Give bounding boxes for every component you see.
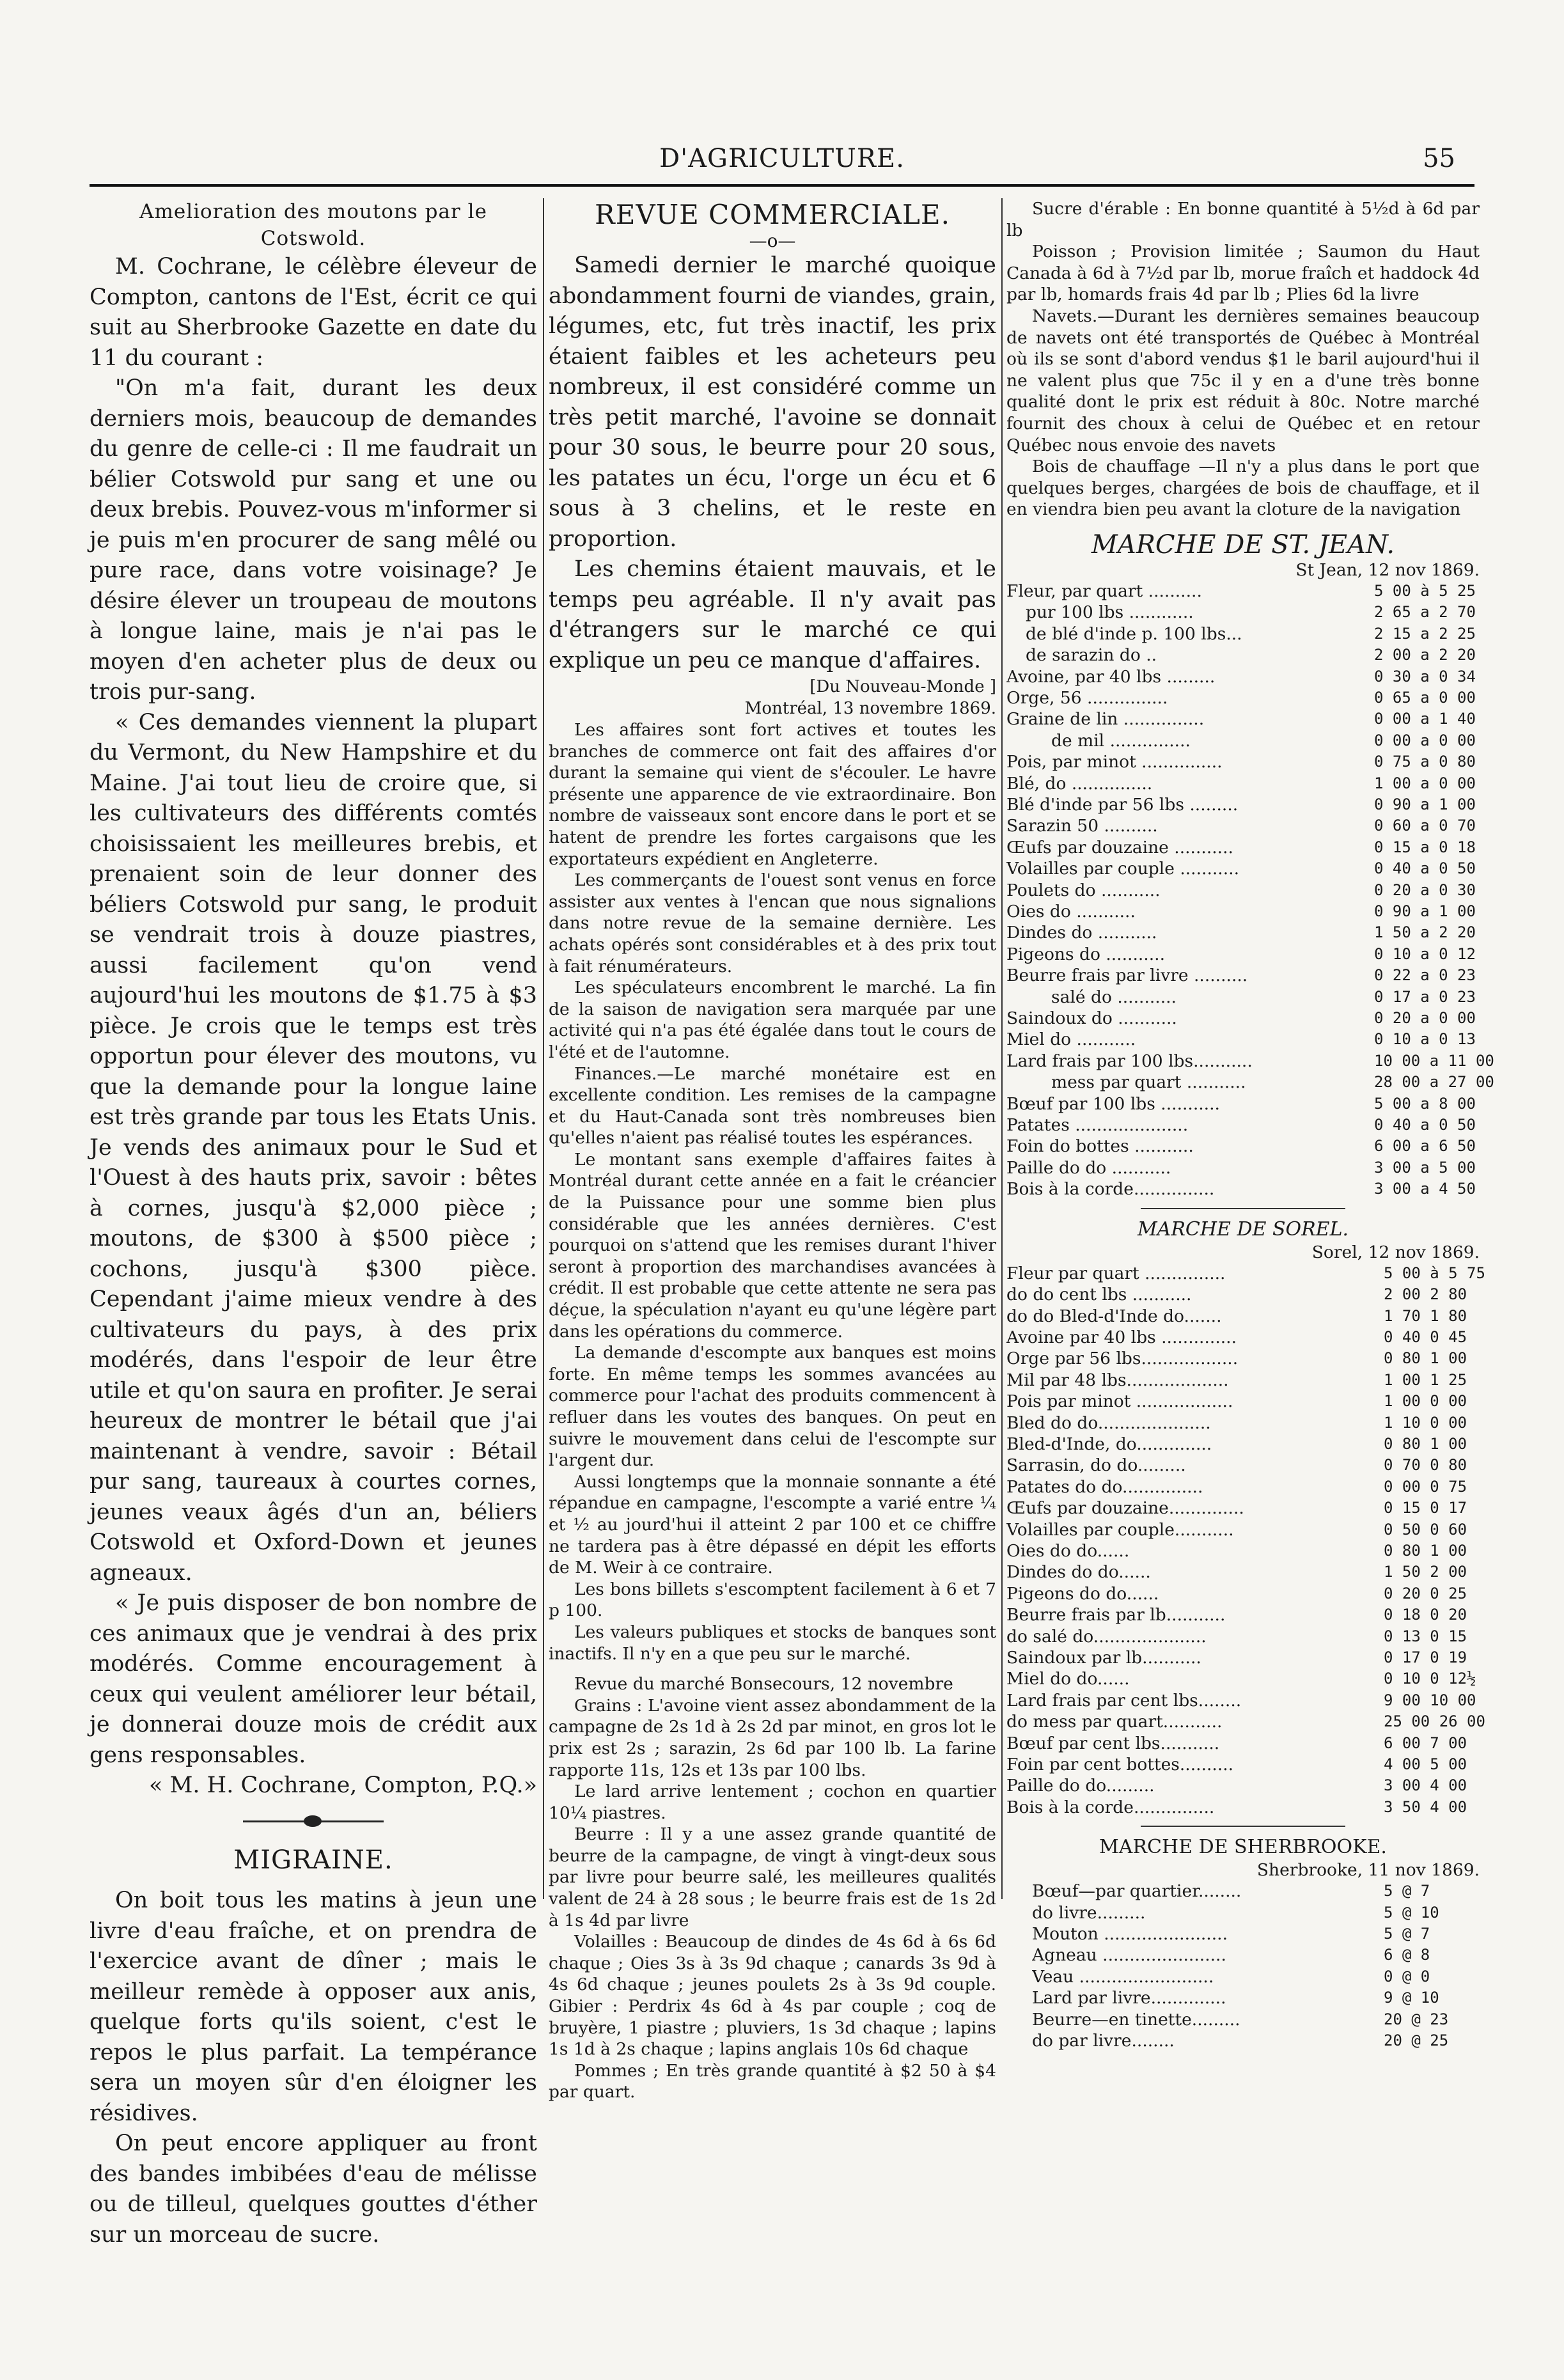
price-row (1006, 1051, 1494, 1072)
paragraph: Beurre : Il y a une assez grande quantité de beurre de la campagne, de vingt à vingt-deux sous par livre pour beurre salé, les meilleures qualités valent de 24 à 28 sous ; le beurre frais est de 1s 2d à 1s 4d par livre (549, 1824, 996, 1930)
price-item-value: 0 40 a 0 50 (1374, 859, 1476, 878)
price-item-label: Orge, 56 ............... (1006, 687, 1168, 708)
subheading-bonsecours: Revue du marché Bonsecours, 12 novembre (574, 1674, 953, 1695)
price-item-value: 0 13 0 15 (1384, 1627, 1467, 1645)
price-item-label: Sarazin 50 .......... (1006, 816, 1158, 836)
paragraph: La demande d'escompte aux banques est moins forte. En même temps les sommes avancées au commerce pour l'achat des produits commencent à refluer dans les voutes des banques. On peut en suivre le mouvement dans celui de l'escompte sur l'argent dur. (549, 1343, 996, 1471)
price-item-label: Foin par cent bottes.......... (1006, 1755, 1234, 1775)
paragraph: Les valeurs publiques et stocks de banques sont inactifs. Il n'y en a que peu sur le marché. (549, 1622, 996, 1664)
price-item-value: 0 90 a 1 00 (1374, 902, 1476, 920)
price-item-value: 5 @ 7 (1384, 1925, 1430, 1943)
price-item-label: Oies do do...... (1006, 1540, 1130, 1561)
column-middle (549, 198, 996, 2103)
price-item-value: 5 00 a 8 00 (1374, 1094, 1476, 1113)
price-row (1006, 1029, 1480, 1050)
price-row (1006, 1775, 1480, 1796)
paragraph: Les bons billets s'escomptent facilement à 6 et 7 p 100. (549, 1579, 996, 1621)
price-item-label: Avoine, par 40 lbs ......... (1006, 666, 1216, 687)
price-item-value: 0 80 1 00 (1384, 1434, 1467, 1453)
price-item-label: do do Bled-d'Inde do....... (1006, 1306, 1222, 1326)
price-item-label: Foin do bottes ........... (1006, 1136, 1194, 1157)
price-item-label: Pigeons do ........... (1006, 944, 1165, 964)
article-heading-revue: REVUE COMMERCIALE. (595, 199, 950, 230)
price-item-label: de sarazin do .. (1026, 645, 1157, 666)
price-item-value: 0 18 0 20 (1384, 1606, 1467, 1624)
price-item-label: mess par quart ........... (1051, 1072, 1246, 1093)
price-row (1006, 965, 1480, 986)
price-item-value: 1 00 a 0 00 (1374, 774, 1476, 792)
price-row (1006, 1711, 1485, 1732)
price-row (1006, 1434, 1480, 1455)
price-item-label: Bled-d'Inde, do.............. (1006, 1434, 1212, 1454)
price-item-value: 1 50 2 00 (1384, 1563, 1467, 1581)
running-title: D'AGRICULTURE. (659, 144, 905, 173)
price-item-label: Miel do do...... (1006, 1669, 1130, 1689)
paragraph: Poisson ; Provision limitée ; Saumon du Haut Canada à 6d à 7½d par lb, morue fraîch et haddock 4d par lb, homards frais 4d par lb ; Plies 6d la livre (1006, 242, 1480, 305)
price-row (1006, 1476, 1480, 1498)
price-row (1006, 1008, 1480, 1029)
price-item-value: 9 00 10 00 (1384, 1691, 1476, 1709)
price-item-label: Patates do do............... (1006, 1476, 1203, 1497)
price-row (1006, 1413, 1480, 1434)
price-item-label: Saindoux do ........... (1006, 1008, 1177, 1029)
price-item-value: 10 00 a 11 00 (1374, 1051, 1494, 1070)
price-item-label: Sarrasin, do do......... (1006, 1455, 1186, 1476)
market-heading-sherbrooke: MARCHE DE SHERBROOKE. (1099, 1836, 1387, 1859)
price-item-value: 0 10 a 0 12 (1374, 944, 1476, 963)
price-item-value: 6 00 7 00 (1384, 1734, 1467, 1752)
price-item-value: 3 00 a 5 00 (1374, 1158, 1476, 1177)
price-item-value: 5 @ 10 (1384, 1903, 1439, 1922)
paragraph: On boit tous les matins à jeun une livre d'eau fraîche, et on prendra de l'exercice avant de dîner ; mais le meilleur remède à opposer aux anis, quelque forts qu'ils soient, c'est le repos le plus parfait. La tempérance sera un moyen sûr d'en éloigner les résidives. (90, 1888, 537, 2126)
price-row (1006, 1583, 1480, 1604)
price-row (1006, 1797, 1480, 1818)
price-item-value: 0 20 a 0 00 (1374, 1009, 1476, 1028)
price-row (1006, 1455, 1480, 1476)
price-item-value: 0 75 a 0 80 (1374, 753, 1476, 771)
price-item-value: 4 00 5 00 (1384, 1755, 1467, 1774)
price-row (1006, 1284, 1480, 1305)
price-item-value: 0 15 0 17 (1384, 1499, 1467, 1517)
paragraph: Sucre d'érable : En bonne quantité à 5½d à 6d par lb (1006, 199, 1480, 240)
price-item-label: Blé d'inde par 56 lbs ......... (1006, 794, 1239, 815)
article-heading-moutons: Amelioration des moutons par le Cotswold. (139, 200, 487, 250)
price-row (1006, 1157, 1480, 1178)
dateline: Montréal, 13 novembre 1869. (744, 699, 996, 718)
paragraph: Les commerçants de l'ouest sont venus en force assister aux ventes à l'encan que nous signalions dans notre revue de la semaine dernière. Les achats opérés sont considérables et à des prix tout à fait rénumérateurs. (549, 870, 996, 976)
price-row (1006, 1306, 1480, 1327)
price-item-value: 0 17 a 0 23 (1374, 987, 1476, 1006)
price-item-value: 2 65 a 2 70 (1374, 603, 1476, 622)
price-row (1006, 1754, 1480, 1775)
paragraph: Finances.—Le marché monétaire est en excellente condition. Les remises de la campagne et du Haut-Canada sont très nombreuses bien qu'elles n'aient pas réalisé toutes les espérances. (549, 1063, 996, 1148)
price-item-label: Mouton ....................... (1032, 1924, 1228, 1945)
separator: —o— (749, 230, 796, 251)
paragraph: Le lard arrive lentement ; cochon en quartier 10¼ piastres. (549, 1781, 996, 1823)
page-number: 55 (1423, 144, 1455, 173)
price-item-value: 2 00 a 2 20 (1374, 646, 1476, 664)
price-table-sherbrooke (1032, 1881, 1480, 2051)
price-row (1006, 1690, 1480, 1711)
price-item-label: Lard frais par cent lbs........ (1006, 1690, 1242, 1711)
source-credit: [Du Nouveau-Monde ] (809, 677, 996, 696)
column-right (1006, 198, 1494, 2052)
market-date: St Jean, 12 nov 1869. (1295, 560, 1480, 580)
price-row (1032, 2009, 1480, 2030)
price-row (1006, 1072, 1494, 1093)
price-item-label: Dindes do ........... (1006, 923, 1157, 943)
price-row (1006, 1115, 1480, 1136)
price-row (1006, 1519, 1480, 1540)
price-row (1006, 1370, 1480, 1391)
price-item-label: Bœuf par cent lbs........... (1006, 1733, 1220, 1753)
price-row (1032, 1966, 1480, 1987)
price-item-label: Blé, do ............... (1006, 773, 1153, 794)
price-item-value: 0 65 a 0 00 (1374, 688, 1476, 707)
price-item-value: 1 00 0 00 (1384, 1392, 1467, 1411)
market-date: Sorel, 12 nov 1869. (1311, 1242, 1480, 1262)
price-item-value: 0 00 a 0 00 (1374, 731, 1476, 749)
price-row (1032, 1987, 1480, 2008)
price-row (1006, 1093, 1480, 1115)
price-item-value: 28 00 a 27 00 (1374, 1073, 1494, 1092)
paragraph: « Je puis disposer de bon nombre de ces animaux que je vendrai à des prix modérés. Comme encouragement à ceux qui veulent améliorer leur bétail, je donnerai douze mois de crédit aux gens responsables. (90, 1590, 537, 1768)
divider (1141, 1208, 1345, 1209)
price-item-label: Beurre frais par livre .......... (1006, 966, 1248, 986)
price-row (1006, 922, 1480, 943)
price-row (1006, 858, 1480, 879)
price-row (1006, 1647, 1480, 1668)
price-item-label: de mil ............... (1051, 730, 1191, 751)
price-item-label: Pois par minot .................. (1006, 1391, 1233, 1412)
price-item-value: 2 15 a 2 25 (1374, 624, 1476, 643)
price-item-label: Mil par 48 lbs................... (1006, 1370, 1229, 1390)
price-row (1006, 666, 1480, 687)
price-item-label: Œufs par douzaine.............. (1006, 1498, 1244, 1519)
paragraph: M. Cochrane, le célèbre éleveur de Compton, cantons de l'Est, écrit ce qui suit au Sherbrooke Gazette en date du 11 du courant : (90, 254, 537, 371)
price-item-label: Avoine par 40 lbs .............. (1006, 1327, 1237, 1347)
price-item-value: 0 15 a 0 18 (1374, 838, 1476, 856)
price-row (1006, 687, 1480, 709)
price-row (1006, 709, 1480, 730)
price-row (1006, 730, 1480, 751)
price-item-value: 0 60 a 0 70 (1374, 817, 1476, 835)
price-row (1006, 1668, 1480, 1689)
price-row (1006, 623, 1480, 645)
price-item-label: Bœuf—par quartier........ (1032, 1881, 1242, 1902)
price-item-label: do do cent lbs ........... (1006, 1285, 1192, 1305)
price-row (1006, 1498, 1480, 1519)
price-row (1006, 837, 1480, 858)
price-item-label: Paille do do ........... (1006, 1157, 1171, 1178)
paragraph: Pommes ; En très grande quantité à $2 50 à $4 par quart. (549, 2060, 996, 2102)
paragraph: "On m'a fait, durant les deux derniers mois, beaucoup de demandes du genre de celle-ci : Il me faudrait un bélier Cotswold pur sang et une ou deux brebis. Pouvez-vous m'informer si je puis m'en procurer de sang mêlé ou pure race, dans votre voisinage? Je désire élever un troupeau de moutons à longue laine, mais je n'ai pas le moyen d'en acheter plus de deux ou trois pur-sang. (90, 375, 537, 705)
paragraph: Bois de chauffage —Il n'y a plus dans le port que quelques berges, chargées de bois de chauffage, et il en viendra bien peu avant la cloture de la navigation (1006, 457, 1480, 520)
price-item-value: 3 00 4 00 (1384, 1776, 1467, 1795)
market-heading-stjean: MARCHE DE ST. JEAN. (1091, 529, 1395, 560)
price-item-label: Beurre—en tinette......... (1032, 2009, 1240, 2030)
price-row (1006, 1178, 1480, 1200)
price-item-value: 2 00 2 80 (1384, 1285, 1467, 1304)
paragraph: Les chemins étaient mauvais, et le temps peu agréable. Il n'y avait pas d'étrangers sur le marché ce qui explique un peu ce manque d'affaires. (549, 556, 996, 673)
price-item-label: Pois, par minot ............... (1006, 752, 1223, 772)
price-item-label: Dindes do do...... (1006, 1562, 1151, 1583)
price-item-value: 20 @ 23 (1384, 2010, 1449, 2028)
price-item-value: 0 90 a 1 00 (1374, 795, 1476, 813)
price-row (1006, 944, 1480, 965)
price-row (1006, 794, 1480, 815)
price-item-label: Fleur, par quart .......... (1006, 581, 1202, 601)
paragraph: Les spéculateurs encombrent le marché. La fin de la saison de navigation sera marquée par une activité qui n'a pas été égalée dans tout le cours de l'été et de l'automne. (549, 978, 996, 1062)
price-item-value: 1 00 1 25 (1384, 1370, 1467, 1389)
price-item-value: 0 80 1 00 (1384, 1541, 1467, 1560)
price-item-label: do par livre........ (1032, 2031, 1175, 2051)
price-item-label: Agneau ....................... (1032, 1945, 1226, 1966)
paragraph: Navets.—Durant les dernières semaines beaucoup de navets ont été transportés de Québec à Montréal où ils se sont d'abord vendus $1 le baril aujourd'hui il ne valent plus que 75c il y en a d'une très bonne qualité dont le prix est réduit à 80c. Notre marché fournit des choux à celui de Québec et en retour Québec nous envoie des navets (1006, 306, 1480, 455)
price-item-label: Fleur par quart ............... (1006, 1263, 1226, 1283)
price-item-label: Volailles par couple ........... (1006, 859, 1239, 879)
divider (1141, 1826, 1345, 1827)
paragraph: Samedi dernier le marché quoique abondamment fourni de viandes, grain, légumes, etc, fut très inactif, les prix étaient faibles et les acheteurs peu nombreux, il est considéré comme un très petit marché, l'avoine se donnait pour 30 sous, le beurre pour 20 sous, les patates un écu, l'orge un écu et 6 sous à 3 chelins, et le reste en proportion. (549, 253, 996, 552)
price-row (1006, 1626, 1480, 1647)
column-divider (1001, 198, 1003, 1899)
price-item-label: do livre......... (1032, 1902, 1146, 1923)
price-item-label: do mess par quart........... (1006, 1712, 1223, 1732)
price-row (1006, 1733, 1480, 1754)
price-item-value: 0 40 0 45 (1384, 1327, 1467, 1346)
price-row (1006, 1263, 1485, 1284)
price-item-value: 3 50 4 00 (1384, 1797, 1467, 1816)
article-heading-migraine: MIGRAINE. (233, 1845, 393, 1875)
paragraph: « Ces demandes viennent la plupart du Vermont, du New Hampshire et du Maine. J'ai tout lieu de croire que, si les cultivateurs des différents comtés choisissaient les meilleures brebis, et prenaient soin de leur donner des béliers Cotswold pur sang, le produit se vendrait trois à douze piastres, aussi facilement qu'on vend aujourd'hui les moutons de $1.75 à $3 pièce. Je crois que le temps est très opportun pour élever des moutons, vu que la demande pour la longue laine est très grande par tous les Etats Unis. Je vends des animaux pour le Sud et l'Ouest à des hauts prix, savoir : bêtes à cornes, jusqu'à $2,000 pièce ; moutons, de $300 à $500 pièce ; cochons, jusqu'à $300 pièce. Cependant j'aime mieux vendre à des cultivateurs du pays, à des prix modérés, dans l'espoir de leur être utile et qu'on saura en profiter. Je serai heureux de montrer le bétail que j'ai maintenant à vendre, savoir : Bétail pur sang, taureaux à courtes cornes, jeunes veaux âgés d'un an, béliers Cotswold et Oxford-Down et jeunes agneaux. (90, 709, 537, 1586)
price-item-label: de blé d'inde p. 100 lbs... (1026, 623, 1242, 644)
price-row (1006, 581, 1480, 602)
price-item-value: 0 22 a 0 23 (1374, 966, 1476, 985)
price-table-stjean (1006, 581, 1494, 1200)
column-left (90, 198, 537, 2250)
price-item-label: Paille do do......... (1006, 1776, 1155, 1796)
price-item-label: Bled do do..................... (1006, 1413, 1211, 1433)
price-item-value: 0 40 a 0 50 (1374, 1116, 1476, 1134)
price-item-label: Miel do ........... (1006, 1030, 1136, 1050)
price-item-label: do salé do..................... (1006, 1626, 1207, 1647)
price-row (1006, 1391, 1480, 1412)
price-item-value: 1 70 1 80 (1384, 1306, 1467, 1325)
price-item-value: 0 70 0 80 (1384, 1456, 1467, 1475)
header-rule (90, 184, 1474, 187)
price-item-value: 6 @ 8 (1384, 1946, 1430, 1964)
price-row (1006, 1348, 1480, 1369)
price-table-sorel (1006, 1263, 1485, 1819)
paragraph: On peut encore appliquer au front des bandes imbibées d'eau de mélisse ou de tilleul, quelques gouttes d'éther sur un morceau de sucre. (90, 2131, 537, 2248)
price-item-label: Patates ..................... (1006, 1115, 1189, 1136)
price-item-value: 9 @ 10 (1384, 1989, 1439, 2007)
column-divider (543, 198, 544, 1899)
price-item-label: salé do ........... (1051, 987, 1177, 1007)
price-row (1006, 815, 1480, 836)
price-item-value: 0 20 0 25 (1384, 1584, 1467, 1602)
price-item-value: 0 00 a 1 40 (1374, 710, 1476, 728)
price-item-value: 25 00 26 00 (1384, 1712, 1485, 1731)
price-row (1032, 1945, 1480, 1966)
price-item-value: 5 00 à 5 75 (1384, 1264, 1485, 1282)
price-item-label: Volailles par couple........... (1006, 1519, 1234, 1540)
paragraph: Les affaires sont fort actives et toutes les branches de commerce ont fait des affaires d'or durant la semaine qui vient de s'écouler. Le havre présente une apparence de vie extraordinaire. Bon nombre de vaisseaux sont encore dans le port et se hatent de prendre les fortes cargaisons que les exportateurs expédient en Angleterre. (549, 720, 996, 869)
price-item-value: 20 @ 25 (1384, 2032, 1449, 2050)
market-date: Sherbrooke, 11 nov 1869. (1256, 1860, 1480, 1881)
price-item-label: Œufs par douzaine ........... (1006, 837, 1233, 857)
price-item-label: pur 100 lbs ............ (1026, 602, 1194, 623)
price-row (1006, 751, 1480, 772)
price-item-value: 0 00 0 75 (1384, 1477, 1467, 1496)
price-item-label: Lard frais par 100 lbs........... (1006, 1051, 1253, 1071)
price-item-label: Orge par 56 lbs.................. (1006, 1349, 1239, 1369)
price-row (1032, 1902, 1480, 1923)
price-row (1006, 1540, 1480, 1562)
price-row (1006, 645, 1480, 666)
price-item-label: Pigeons do do...... (1006, 1583, 1159, 1604)
paragraph: Volailles : Beaucoup de dindes de 4s 6d à 6s 6d chaque ; Oies 3s à 3s 9d chaque ; canards 3s 9d à 4s 6d chaque ; jeunes poulets 2s à 3s 9d couple. Gibier : Perdrix 4s 6d à 4s par couple ; coq de bruyère, 1 piastre ; pluviers, 1s 3d chaque ; lapins 1s 1d à 2s chaque ; lapins anglais 10s 6d chaque (549, 1932, 996, 2060)
price-item-value: 3 00 a 4 50 (1374, 1180, 1476, 1198)
price-row (1006, 602, 1480, 623)
price-row (1006, 880, 1480, 901)
price-item-label: Bois à la corde............... (1006, 1179, 1215, 1200)
price-item-value: 1 50 a 2 20 (1374, 923, 1476, 942)
price-item-label: Bois à la corde............... (1006, 1797, 1215, 1817)
signature: « M. H. Cochrane, Compton, P.Q.» (149, 1773, 537, 1798)
price-item-value: 0 10 a 0 13 (1374, 1030, 1476, 1049)
price-row (1032, 1923, 1480, 1945)
price-item-value: 0 10 0 12½ (1384, 1670, 1476, 1688)
price-row (1006, 1604, 1480, 1625)
price-item-value: 0 80 1 00 (1384, 1349, 1467, 1368)
price-row (1032, 1881, 1480, 1902)
page-header (90, 144, 1474, 195)
ornament-divider (90, 1809, 537, 1835)
price-item-label: Veau ......................... (1032, 1966, 1214, 1987)
price-item-value: 5 @ 7 (1384, 1882, 1430, 1900)
price-item-value: 0 20 a 0 30 (1374, 881, 1476, 899)
price-item-value: 6 00 a 6 50 (1374, 1137, 1476, 1155)
price-item-value: 0 50 0 60 (1384, 1520, 1467, 1538)
price-item-label: Oies do ........... (1006, 902, 1136, 921)
price-row (1006, 1562, 1480, 1583)
price-item-value: 1 10 0 00 (1384, 1413, 1467, 1432)
price-item-label: Saindoux par lb........... (1006, 1648, 1201, 1668)
price-item-label: Bœuf par 100 lbs ........... (1006, 1093, 1220, 1114)
price-row (1006, 1327, 1480, 1348)
price-item-label: Lard par livre.............. (1032, 1988, 1226, 2008)
market-heading-sorel: MARCHE DE SOREL. (1137, 1217, 1349, 1241)
price-row (1032, 2030, 1480, 2051)
price-item-value: 0 @ 0 (1384, 1967, 1430, 1985)
price-item-label: Poulets do ........... (1006, 880, 1161, 900)
paragraph: Aussi longtemps que la monnaie sonnante a été répandue en campagne, l'escompte a varié entre ¼ et ½ au jourd'hui il atteint 2 par 100 et ce chiffre ne tardera pas à être dépassé en dépit les efforts de M. Weir à ce contraire. (549, 1471, 996, 1578)
price-item-label: Beurre frais par lb........... (1006, 1605, 1226, 1625)
paragraph: Grains : L'avoine vient assez abondamment de la campagne de 2s 1d à 2s 2d par minot, en gros lot le prix est 2s ; sarazin, 2s 6d par 100 lb. La farine rapporte 11s, 12s et 13s par 100 lbs. (549, 1695, 996, 1780)
price-item-value: 5 00 à 5 25 (1374, 581, 1476, 600)
price-row (1006, 987, 1480, 1008)
paragraph: Le montant sans exemple d'affaires faites à Montréal durant cette année en a fait le créancier de la Puissance pour une somme bien plus considérable que les années dernières. C'est pourquoi on s'attend que les remises durant l'hiver seront à proportion des marchandises avancées à crédit. Il est probable que cette attente ne sera pas déçue, la spéculation n'ayant eu qu'une légère part dans les opérations du commerce. (549, 1149, 996, 1342)
price-item-value: 0 30 a 0 34 (1374, 667, 1476, 685)
price-item-value: 0 17 0 19 (1384, 1648, 1467, 1666)
price-row (1006, 901, 1480, 922)
price-row (1006, 773, 1480, 794)
price-row (1006, 1136, 1480, 1157)
price-item-label: Graine de lin ............... (1006, 709, 1205, 730)
